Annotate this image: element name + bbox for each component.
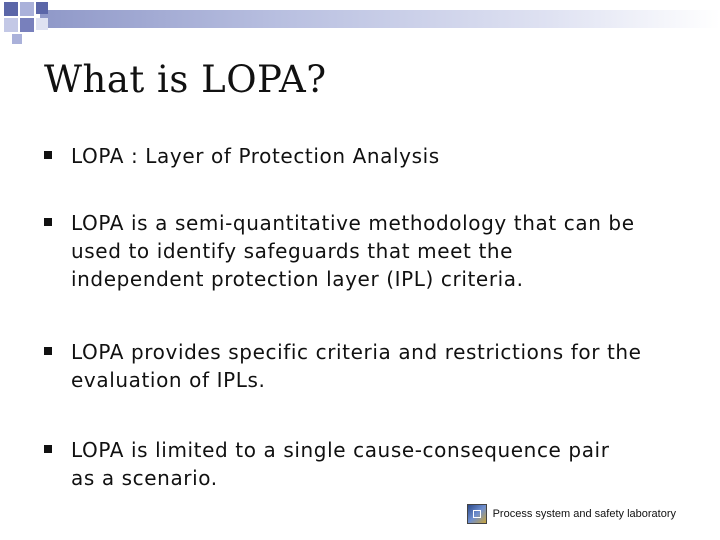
bullet-text: LOPA is limited to a single cause-consequence pair as a scenario. xyxy=(71,438,610,490)
square-bullet-icon xyxy=(44,445,52,453)
laboratory-logo-icon xyxy=(467,504,487,524)
square-bullet-icon xyxy=(44,347,52,355)
square-bullet-icon xyxy=(44,218,52,226)
footer-text: Process system and safety laboratory xyxy=(492,508,676,520)
slide-footer xyxy=(467,502,676,526)
square-bullet-icon xyxy=(44,151,52,159)
bullet-text: LOPA provides specific criteria and restrictions for the evaluation of IPLs. xyxy=(71,340,642,392)
bullet-text: LOPA is a semi-quantitative methodology that can be used to identify safeguards that meet the independent protection layer (IPL) criteria. xyxy=(71,211,635,291)
bullet-text: LOPA : Layer of Protection Analysis xyxy=(71,144,440,168)
slide-title: What is LOPA? xyxy=(44,58,327,101)
